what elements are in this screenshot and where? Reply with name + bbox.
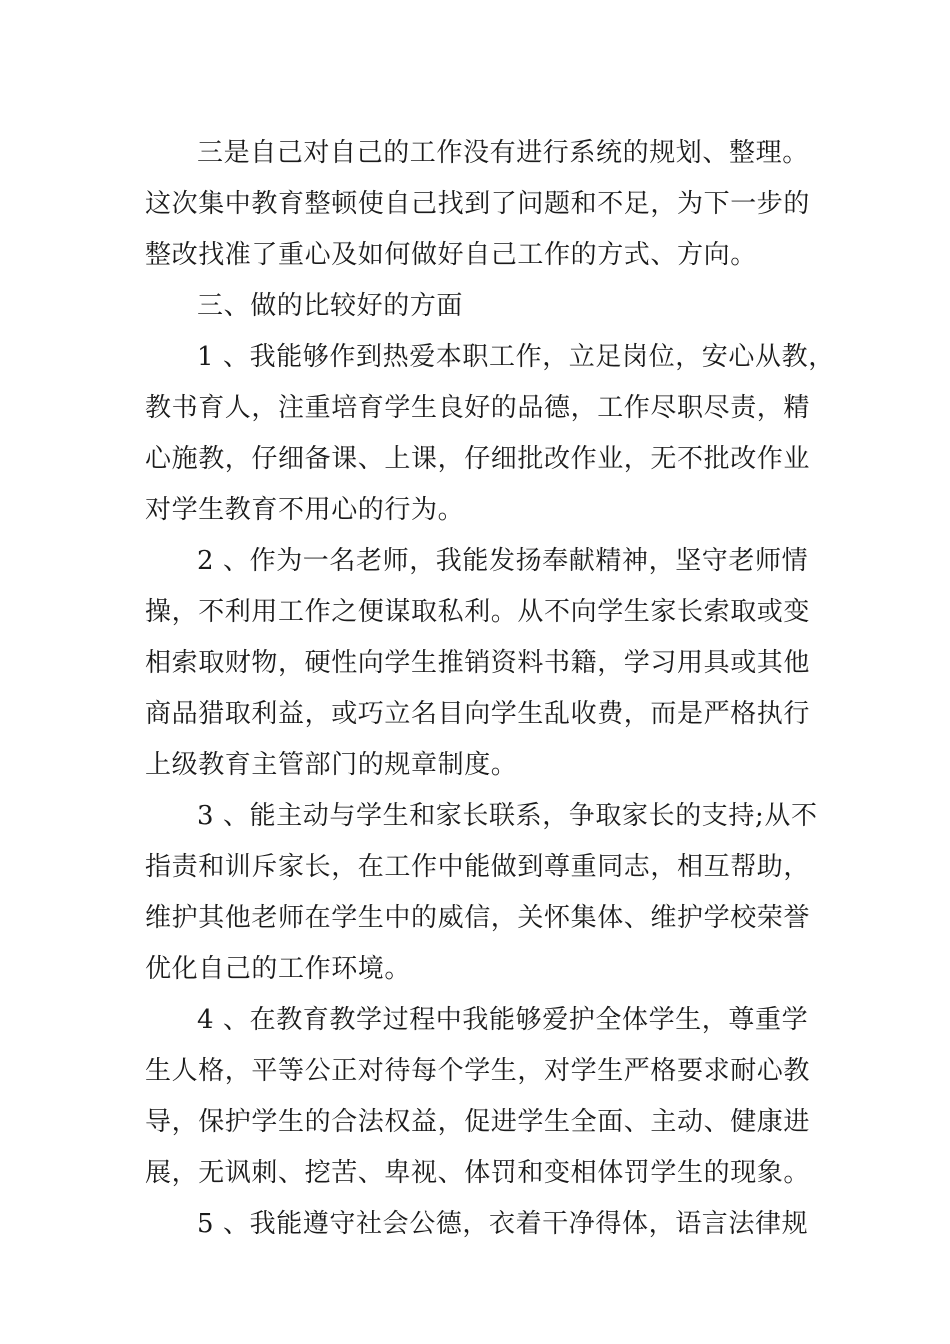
- paragraph-line: 教书育人，注重培育学生良好的品德，工作尽职尽责，精: [145, 393, 811, 423]
- paragraph-line: 操，不利用工作之便谋取私利。从不向学生家长索取或变: [145, 597, 811, 627]
- paragraph-line: 1 、我能够作到热爱本职工作，立足岗位，安心从教，: [197, 342, 835, 372]
- paragraph-line: 维护其他老师在学生中的威信，关怀集体、维护学校荣誉: [145, 903, 811, 933]
- document-body: [145, 128, 835, 1250]
- paragraph-line: 整改找准了重心及如何做好自己工作的方式、方向。: [145, 240, 757, 270]
- paragraph-line: 上级教育主管部门的规章制度。: [145, 750, 518, 780]
- section-heading: 三、做的比较好的方面: [197, 291, 464, 321]
- paragraph-line: 对学生教育不用心的行为。: [145, 495, 465, 525]
- paragraph-line: 4 、在教育教学过程中我能够爱护全体学生，尊重学: [197, 1005, 809, 1035]
- paragraph-line: 优化自己的工作环境。: [145, 954, 412, 984]
- paragraph-line: 导，保护学生的合法权益，促进学生全面、主动、健康进: [145, 1107, 811, 1137]
- paragraph-line: 指责和训斥家长，在工作中能做到尊重同志，相互帮助，: [145, 852, 811, 882]
- paragraph-line: 2 、作为一名老师，我能发扬奉献精神，坚守老师情: [197, 546, 809, 576]
- paragraph-line: 3 、能主动与学生和家长联系，争取家长的支持;从不: [197, 801, 818, 831]
- paragraph-line: 5 、我能遵守社会公德，衣着干净得体，语言法律规: [197, 1209, 809, 1239]
- paragraph-line: 这次集中教育整顿使自己找到了问题和不足，为下一步的: [145, 189, 811, 219]
- paragraph-line: 相索取财物，硬性向学生推销资料书籍，学习用具或其他: [145, 648, 811, 678]
- paragraph-line: 展，无讽刺、挖苦、卑视、体罚和变相体罚学生的现象。: [145, 1158, 811, 1188]
- paragraph-line: 生人格，平等公正对待每个学生，对学生严格要求耐心教: [145, 1056, 811, 1086]
- paragraph-line: 心施教，仔细备课、上课，仔细批改作业，无不批改作业: [145, 444, 811, 474]
- paragraph-line: 商品猎取利益，或巧立名目向学生乱收费，而是严格执行: [145, 699, 811, 729]
- paragraph-line: 三是自己对自己的工作没有进行系统的规划、整理。: [197, 138, 809, 168]
